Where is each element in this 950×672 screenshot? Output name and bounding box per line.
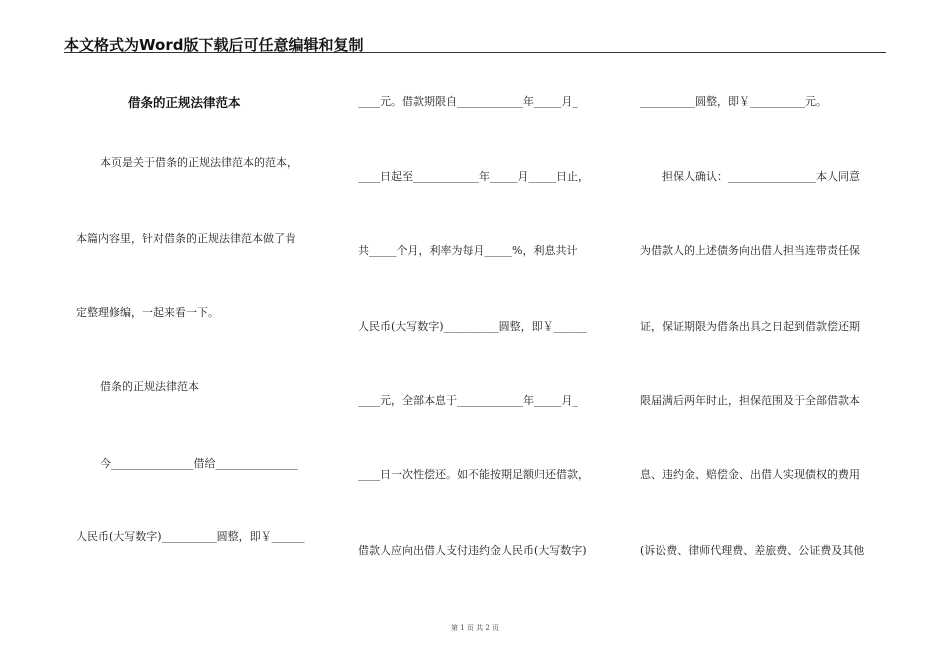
text-line: __________圆整，即￥__________元。 [640,95,827,108]
text-column-3 [640,0,890,672]
text-line: ____元，全部本息于____________年_____月_ [358,394,578,407]
page-indicator: 第 1 页 共 2 页 [450,624,500,632]
text-line: 人民币(大写数字)__________圆整，即￥______ [358,320,587,333]
text-column-1 [76,0,326,672]
text-line: 息、违约金、赔偿金、出借人实现债权的费用 [640,468,860,481]
text-column-2 [358,0,608,672]
text-line: 本篇内容里，针对借条的正规法律范本做了肯 [76,232,296,245]
text-line: 限届满后两年时止，担保范围及于全部借款本 [640,394,860,407]
text-line: ____元。借款期限自____________年_____月_ [358,95,578,108]
document-title: 借条的正规法律范本 [128,95,241,110]
text-line: 共_____个月，利率为每月_____%，利息共计 [358,244,578,257]
text-line: 借条的正规法律范本 [100,380,199,393]
text-line: 担保人确认：________________本人同意 [662,170,860,183]
text-line: 证，保证期限为借条出具之日起到借款偿还期 [640,320,860,333]
text-line: 人民币(大写数字)__________圆整，即￥______ [76,530,305,543]
header-title: 本文格式为Word版下载后可任意编辑和复制 [64,36,364,54]
text-line: (诉讼费、律师代理费、差旅费、公证费及其他 [640,544,865,557]
text-line: 今_______________借给_______________ [100,457,298,470]
text-line: 定整理修编，一起来看一下。 [76,306,219,319]
text-line: 本页是关于借条的正规法律范本的范本， [100,156,298,169]
text-line: ____日起至____________年_____月_____日止， [358,170,589,183]
text-line: 为借款人的上述债务向出借人担当连带责任保 [640,244,860,257]
text-line: ____日一次性偿还。如不能按期足额归还借款， [358,468,589,481]
text-line: 借款人应向出借人支付违约金人民币(大写数字) [358,544,587,557]
